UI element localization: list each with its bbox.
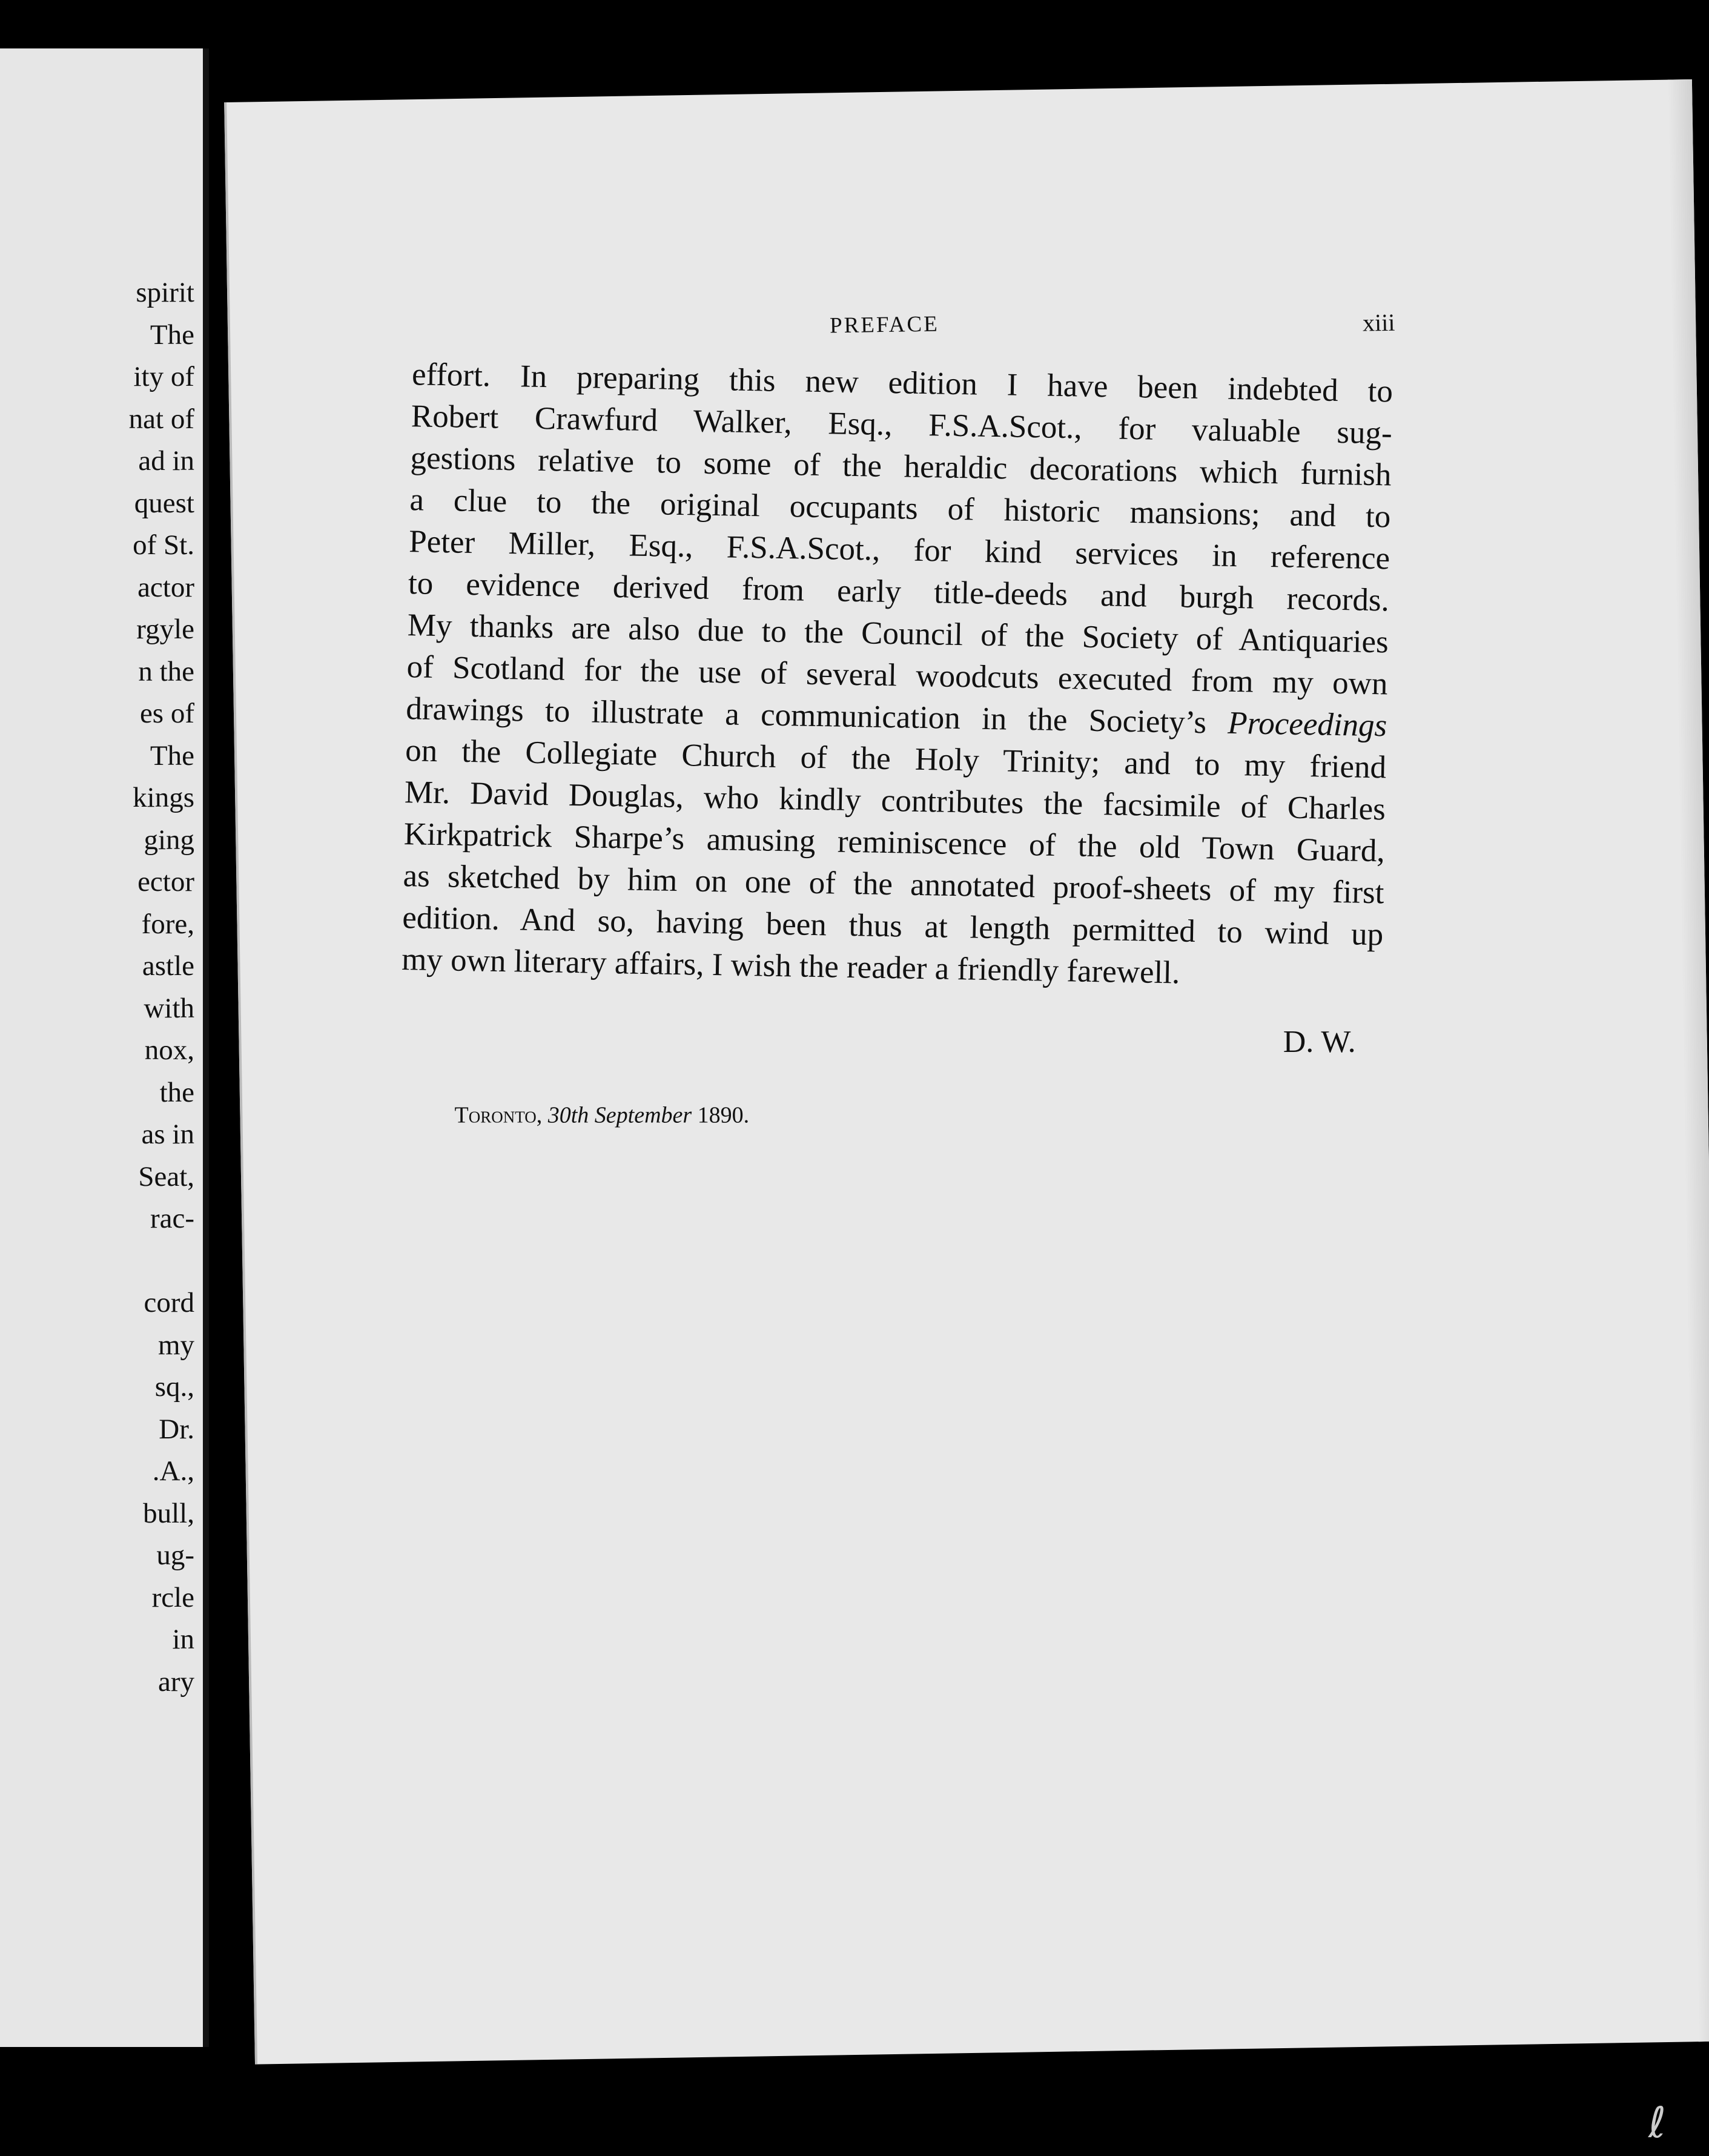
facing-page-fragment: ging	[144, 824, 194, 856]
page-number: xiii	[1362, 308, 1395, 337]
facing-page-fragment: my	[157, 1329, 194, 1361]
dateline	[454, 1102, 749, 1128]
book-page	[224, 79, 1709, 2065]
facing-page-fragment: rcle	[151, 1581, 194, 1613]
text-line: on the Collegiate Church of the Holy Trinity; and to my friend	[405, 733, 1387, 785]
facing-page-fragment: kings	[133, 782, 194, 813]
facing-page-fragment: cord	[144, 1287, 194, 1318]
facing-page-fragment: The	[150, 739, 194, 772]
pencil-mark: ℓ	[1648, 2098, 1666, 2148]
text-segment: drawings to illustrate a communication in the Society’s	[405, 691, 1228, 741]
facing-page-fragment: .A.,	[152, 1455, 194, 1487]
text-line: my own literary affairs, I wish the reader a friendly farewell.	[401, 942, 1180, 991]
facing-page-fragment: astle	[142, 950, 194, 982]
dateline-place: Toronto,	[454, 1102, 543, 1128]
facing-page-fragment: actor	[137, 571, 194, 603]
text-line: Peter Miller, Esq., F.S.A.Scot., for kind services in reference	[408, 524, 1390, 577]
facing-page-fragment: as in	[141, 1119, 194, 1150]
facing-page-fragment: rgyle	[136, 613, 194, 645]
facing-page-fragment: in	[172, 1624, 194, 1655]
italic-title: Proceedings	[1227, 705, 1387, 744]
dateline-date: 30th September	[547, 1102, 692, 1128]
facing-page-fragment: es of	[139, 698, 194, 729]
text-line: to evidence derived from early title-deeds and burgh records.	[408, 566, 1390, 618]
facing-page-fragment: rac-	[150, 1203, 194, 1234]
facing-page-fragment: ug-	[156, 1539, 194, 1571]
facing-page-fragment: ary	[157, 1665, 194, 1698]
facing-page-fragment: nat of	[128, 403, 194, 435]
facing-page-fragment: ector	[137, 866, 194, 898]
facing-page-fragment: spirit	[136, 277, 194, 308]
text-line: as sketched by him on one of the annotated proof-sheets of my first	[403, 858, 1384, 911]
author-initials: D. W.	[1283, 1024, 1356, 1059]
running-head: PREFACE	[829, 311, 940, 339]
text-line: of Scotland for the use of several woodcuts executed from my own	[406, 649, 1388, 702]
facing-page-fragment: Dr.	[159, 1413, 194, 1445]
facing-page-fragment: ad in	[138, 445, 194, 477]
facing-page-fragment: the	[159, 1076, 194, 1108]
facing-page-fragment: sq.,	[154, 1371, 194, 1403]
facing-page-fragment: n the	[138, 655, 194, 687]
facing-page-fragment: Seat,	[138, 1160, 194, 1192]
facing-page-fragment: The	[150, 319, 194, 351]
facing-page-fragment: quest	[134, 487, 194, 519]
text-line: Robert Crawfurd Walker, Esq., F.S.A.Scot., for valuable sug-	[411, 398, 1393, 451]
preface-paragraph	[402, 354, 1393, 997]
text-line: My thanks are also due to the Council of the Society of Antiquaries	[407, 607, 1389, 660]
text-line: Kirkpatrick Sharpe’s amusing reminiscence of the old Town Guard,	[403, 816, 1386, 869]
facing-page-fragment: ity of	[133, 361, 194, 392]
dateline-year: 1890.	[697, 1102, 750, 1128]
page-edge-shadow	[1668, 79, 1709, 2042]
text-line: gestions relative to some of the heraldic decorations which furnish	[410, 440, 1392, 493]
facing-page-fragment: nox,	[144, 1034, 194, 1066]
text-line: edition. And so, having been thus at length permitted to wind up	[402, 900, 1384, 953]
facing-page-edge	[0, 48, 209, 2047]
facing-page-fragment: of St.	[133, 529, 194, 561]
facing-page-fragment: fore,	[141, 908, 194, 940]
text-line: effort. In preparing this new edition I have been indebted to	[411, 357, 1393, 409]
facing-page-fragment: bull,	[143, 1497, 194, 1529]
text-line: a clue to the original occupants of historic mansions; and to	[409, 482, 1391, 535]
facing-page-fragment: with	[144, 992, 194, 1024]
text-line: Mr. David Douglas, who kindly contributes the facsimile of Charles	[404, 775, 1386, 827]
